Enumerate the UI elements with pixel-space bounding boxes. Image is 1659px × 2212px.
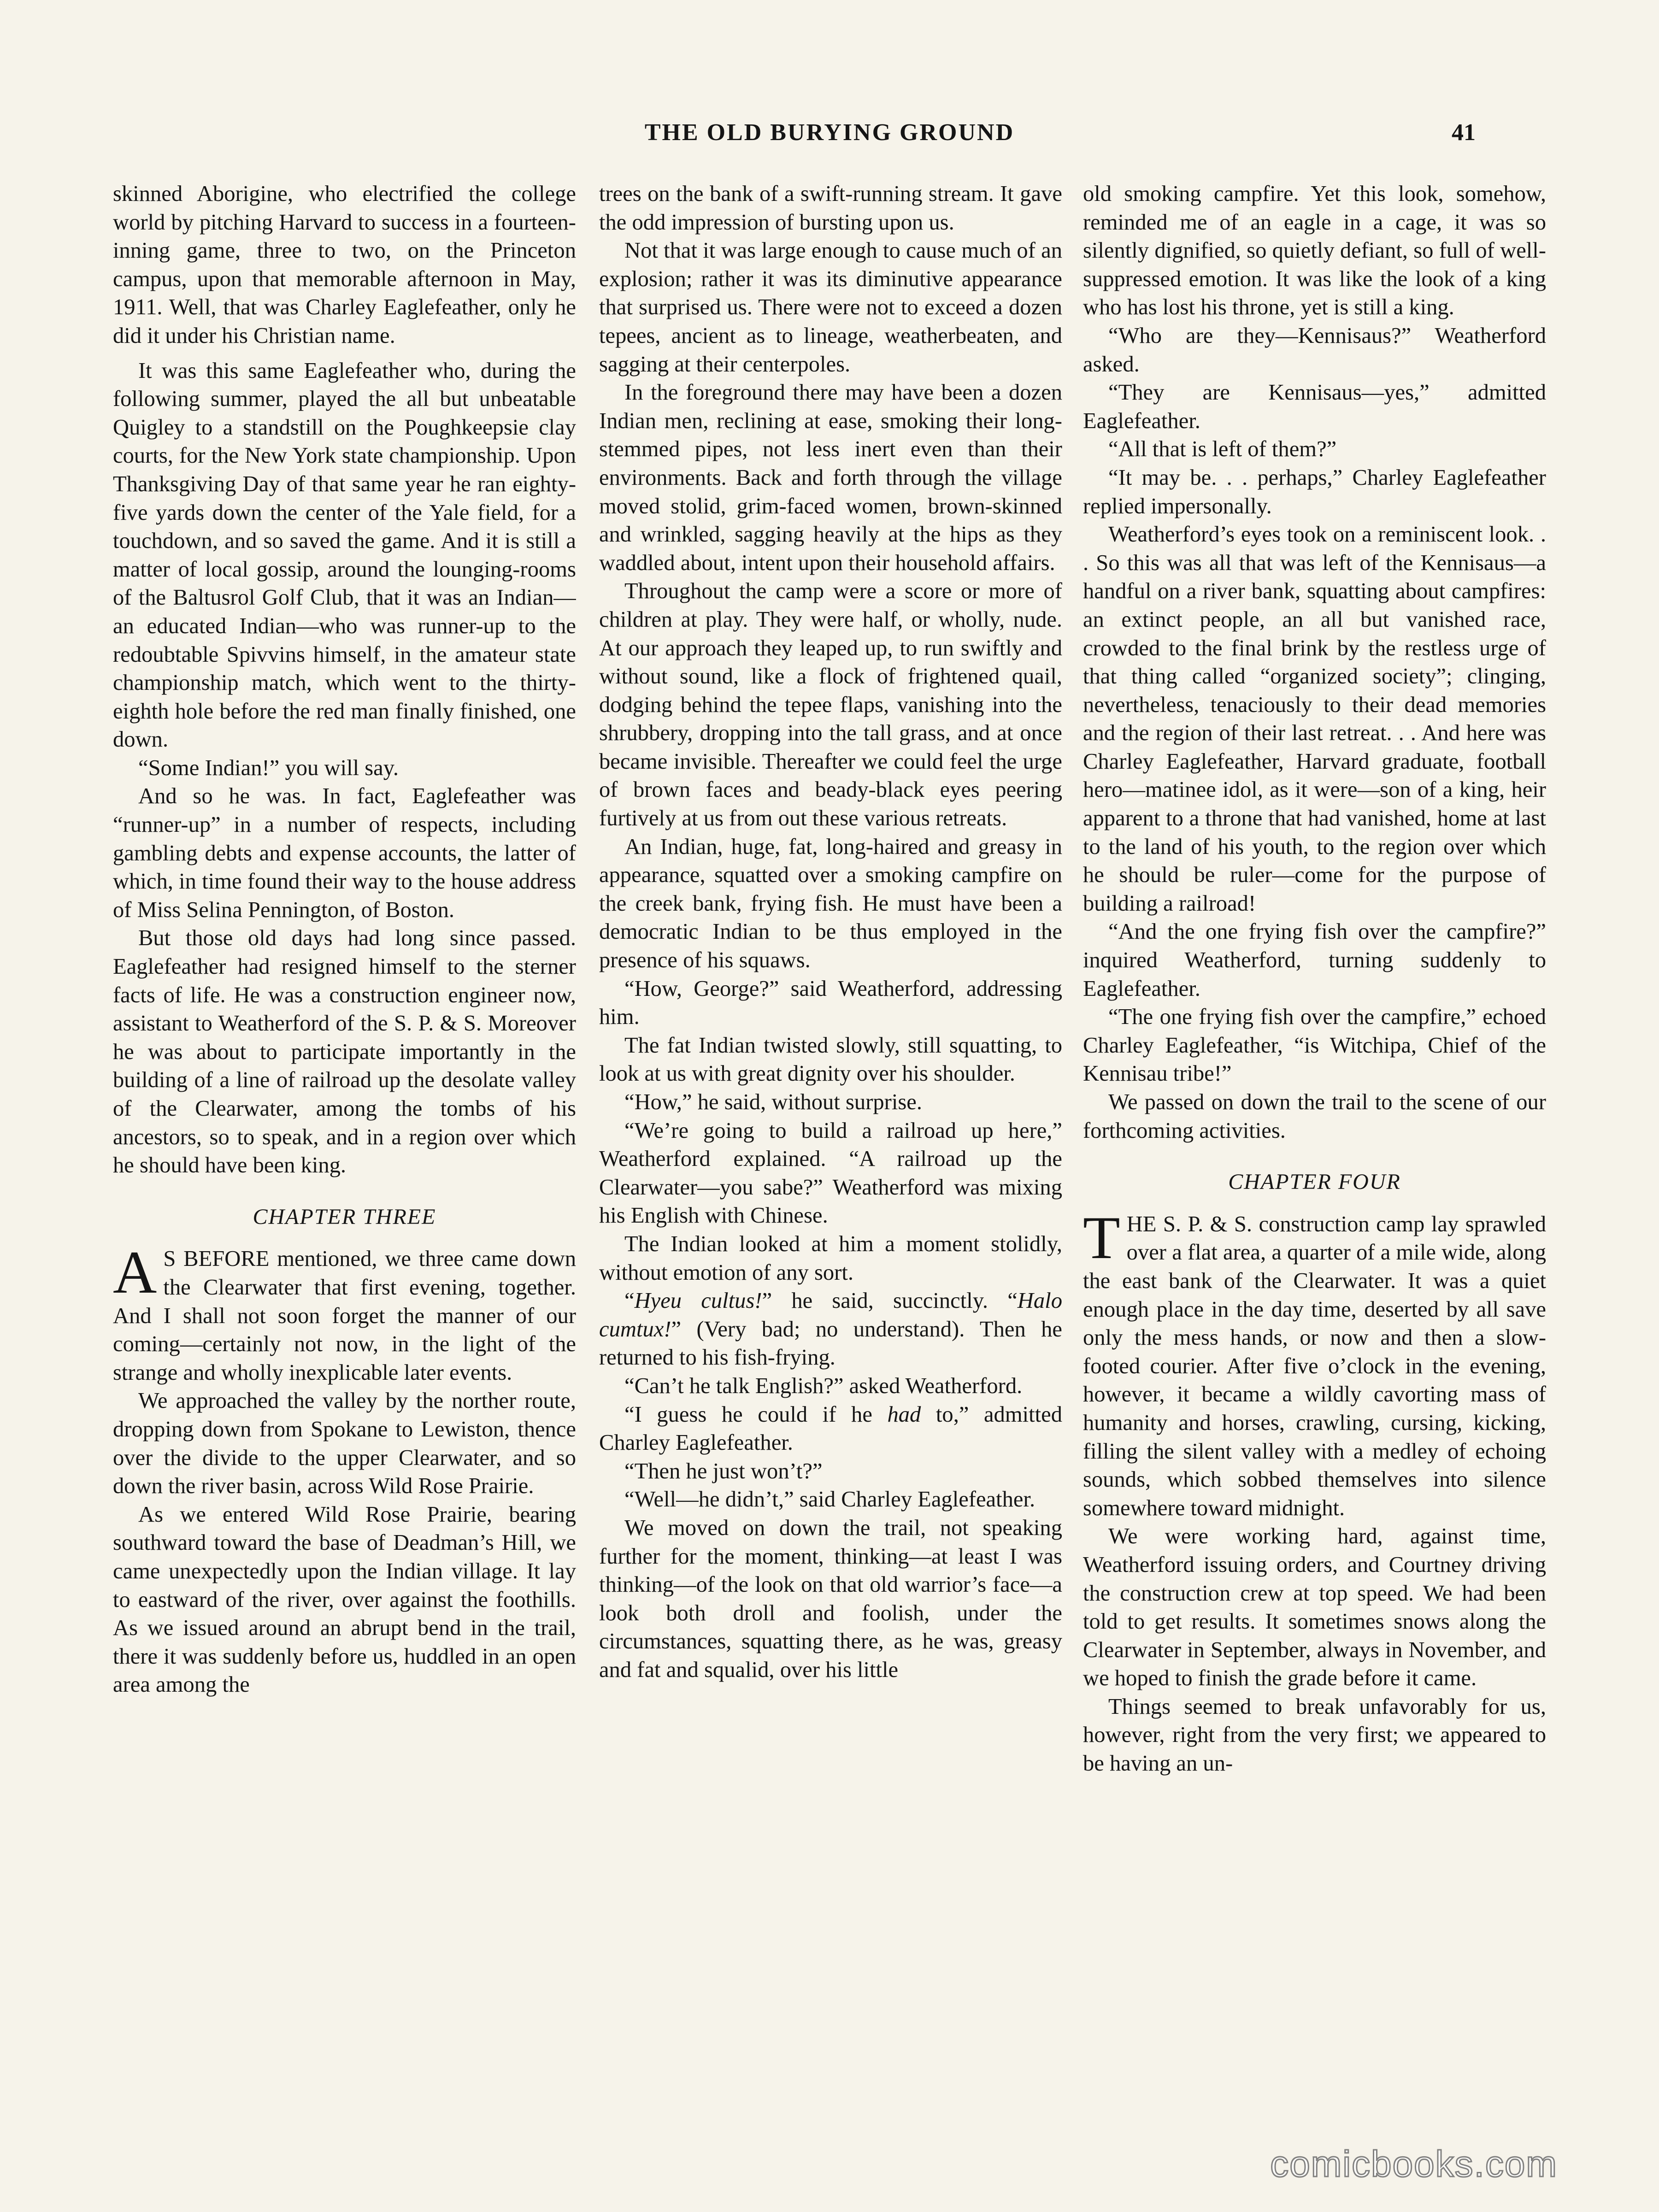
paragraph: But those old days had long since passed. Eaglefeather had resigned himself to the sterner facts of life. He was a construction engineer now, assistant to Weatherford of the S. P. & S. Moreover he was about to participate importantly in the building of a line of railroad up the desolate valley of the Clearwater, among the tombs of his ancestors, so to speak, and in a region over which he should have been king. [113, 925, 576, 1178]
chapter-heading: CHAPTER THREE [253, 1204, 436, 1229]
paragraph: Things seemed to break unfavorably for us, however, right from the very first; we appeared to be having an un- [1083, 1694, 1546, 1776]
paragraph-text: “I guess he could if he [624, 1401, 888, 1427]
running-head [0, 119, 1659, 156]
paragraph: And so he was. In fact, Eaglefeather was “runner-up” in a number of respects, including gambling debts and expense accounts, the latter of which, in time found their way to the house address of Miss Selina Pennington, of Boston. [113, 783, 576, 922]
paragraph: “How,” he said, without surprise. [624, 1089, 922, 1114]
italic-text: Halo cumtux! [599, 1288, 1062, 1341]
paragraph: “Who are they—Kennisaus?” Weatherford asked. [1083, 323, 1546, 377]
paragraph: An Indian, huge, fat, long-haired and greasy in appearance, squatted over a smoking campfire on the creek bank, frying fish. He must have been a democratic Indian to be thus employed in the presence of his squaws. [599, 834, 1062, 973]
text-column-2 [599, 180, 1062, 2069]
paragraph: “We’re going to build a railroad up here,” Weatherford explained. “A railroad up the Clearwater—you sabe?” Weatherford was mixing his English with Chinese. [599, 1118, 1062, 1228]
paragraph: “All that is left of them?” [1108, 436, 1337, 462]
drop-cap: T [1083, 1203, 1120, 1271]
paragraph-text: to,” admitted Charley Eaglefeather. [599, 1401, 1062, 1455]
paragraph: “Can’t he talk English?” asked Weatherford. [624, 1373, 1023, 1398]
paragraph: “Well—he didn’t,” said Charley Eaglefeather. [624, 1487, 1035, 1512]
paragraph: The fat Indian twisted slowly, still squatting, to look at us with great dignity over his shoulder. [599, 1032, 1062, 1086]
paragraph: The Indian looked at him a moment stolidly, without emotion of any sort. [599, 1231, 1062, 1285]
italic-text: Hyeu cultus! [634, 1288, 762, 1313]
paragraph [599, 1287, 1062, 1372]
paragraph: It was this same Eaglefeather who, during the following summer, played the all but unbeatable Quigley to a standstill on the Poughkeepsie clay courts, for the New York state championship. Upon Thanksgiving Day of that same year he ran eighty-five yards down the center of the Yale field, for a touchdown, and so saved the game. And it is still a matter of local gossip, around the lounging-rooms of the Baltusrol Golf Club, that it was an Indian—an educated Indian—who was runner-up to the redoubtable Spivvins himself, in the amateur state championship match, which went to the thirty-eighth hole before the red man finally finished, one down. [113, 358, 576, 752]
paragraph: As we entered Wild Rose Prairie, bearing southward toward the base of Deadman’s Hill, we came unexpectedly upon the Indian village. It lay to eastward of the river, over against the foothills. As we issued around an abrupt bend in the trail, there it was suddenly before us, huddled in an open area among the [113, 1501, 576, 1697]
paragraph: We approached the valley by the norther route, dropping down from Spokane to Lewiston, thence over the divide to the upper Clearwater, and so down the river basin, across Wild Rose Prairie. [113, 1388, 576, 1499]
paragraph: Not that it was large enough to cause much of an explosion; rather it was its diminutive appearance that surprised us. There were not to exceed a dozen tepees, ancient as to lineage, weatherbeaten, and sagging at their centerpoles. [599, 238, 1062, 377]
paragraph: skinned Aborigine, who electrified the college world by pitching Harvard to success in a fourteen-inning game, three to two, on the Princeton campus, upon that memorable afternoon in May, 1911. Well, that was Charley Eaglefeather, only he did it under his Christian name. [113, 181, 576, 348]
paragraph: “It may be. . . perhaps,” Charley Eaglefeather replied impersonally. [1083, 465, 1546, 518]
paragraph-text: S BEFORE mentioned, we three came down the Clearwater that first evening, together. And I shall not soon forget the manner of our coming—certainly not now, in the light of the strange and wholly inexplicable later events. [113, 1246, 576, 1385]
paragraph-text: “ [624, 1288, 635, 1313]
chapter-heading: CHAPTER FOUR [1228, 1170, 1401, 1194]
paragraph: Weatherford’s eyes took on a reminiscent look. . . So this was all that was left of the Kennisaus—a handful on a river bank, squatting about campfires: an extinct people, an all but vanished race, crowded to the final brink by the restless urge of that thing called “organized society”; clinging, nevertheless, tenaciously to their dead memories and the region of their last retreat. . . And here was Charley Eaglefeather, Harvard graduate, football hero—matinee idol, as it were—son of a king, heir apparent to a throne that had vanished, home at last to the land of his youth, to the region over which he should be ruler—come for the purpose of building a railroad! [1083, 522, 1546, 916]
text-column-1 [113, 180, 576, 2069]
paragraph: We moved on down the trail, not speaking further for the moment, thinking—at least I was thinking—of the look on that old warrior’s face—a look both droll and foolish, under the circumstances, squatting there, as he was, greasy and fat and squalid, over his little [599, 1515, 1062, 1682]
paragraph: “And the one frying fish over the campfire?” inquired Weatherford, turning suddenly to Eaglefeather. [1083, 919, 1546, 1001]
paragraph-text: HE S. P. & S. construction camp lay sprawled over a flat area, a quarter of a mile wide, along the east bank of the Clearwater. It was a quiet enough place in the day time, deserted by all save only the mess hands, or now and then a slow-footed courier. After five o’clock in the evening, however, it became a wildly cavorting mass of humanity and horses, crawling, cursing, kicking, filling the silent valley with a medley of echoing sounds, which sobbed themselves into silence somewhere toward midnight. [1083, 1211, 1546, 1520]
paragraph: We were working hard, against time, Weatherford issuing orders, and Courtney driving the construction crew at top speed. We had been told to get results. It sometimes snows along the Clearwater in September, always in November, and we hoped to finish the grade before it came. [1083, 1524, 1546, 1691]
italic-text: had [887, 1401, 921, 1427]
paragraph: “The one frying fish over the campfire,” echoed Charley Eaglefeather, “is Witchipa, Chief of the Kennisau tribe!” [1083, 1004, 1546, 1086]
page-number: 41 [1452, 119, 1476, 146]
running-title: THE OLD BURYING GROUND [644, 119, 1015, 146]
paragraph: “How, George?” said Weatherford, addressing him. [599, 976, 1062, 1030]
drop-cap: A [113, 1238, 157, 1306]
paragraph: “Some Indian!” you will say. [138, 755, 399, 780]
chapter-opening-paragraph [113, 1238, 576, 1387]
paragraph: “Then he just won’t?” [624, 1458, 823, 1483]
paragraph: trees on the bank of a swift-running stream. It gave the odd impression of bursting upon us. [599, 181, 1062, 235]
paragraph: old smoking campfire. Yet this look, somehow, reminded me of an eagle in a cage, it was so silently dignified, so quietly defiant, so full of well-suppressed emotion. It was like the look of a king who has lost his throne, yet is still a king. [1083, 181, 1546, 320]
paragraph: In the foreground there may have been a dozen Indian men, reclining at ease, smoking their long-stemmed pipes, not less inert even than their environments. Back and forth through the village moved stolid, grim-faced women, brown-skinned and wrinkled, sagging heavily at the hips as they waddled about, intent upon their household affairs. [599, 380, 1062, 575]
paragraph [599, 1400, 1062, 1457]
paragraph: Throughout the camp were a score or more of children at play. They were half, or wholly, nude. At our approach they leaped up, to run swiftly and without sound, like a flock of frightened quail, dodging behind the tepee flaps, vanishing into the shrubbery, dropping into the tall grass, and at once became invisible. Thereafter we could feel the urge of brown faces and beady-black eyes peering furtively at us from out these various retreats. [599, 578, 1062, 831]
paragraph-text: ” (Very bad; no understand). Then he returned to his fish-frying. [599, 1316, 1062, 1370]
text-column-3 [1083, 180, 1546, 2069]
paragraph-text: ” he said, succinctly. “ [762, 1288, 1018, 1313]
paragraph: We passed on down the trail to the scene of our forthcoming activities. [1083, 1089, 1546, 1143]
chapter-opening-paragraph [1083, 1203, 1546, 1523]
watermark-logo: comicbooks.com [1270, 2143, 1558, 2184]
paragraph: “They are Kennisaus—yes,” admitted Eaglefeather. [1083, 380, 1546, 433]
